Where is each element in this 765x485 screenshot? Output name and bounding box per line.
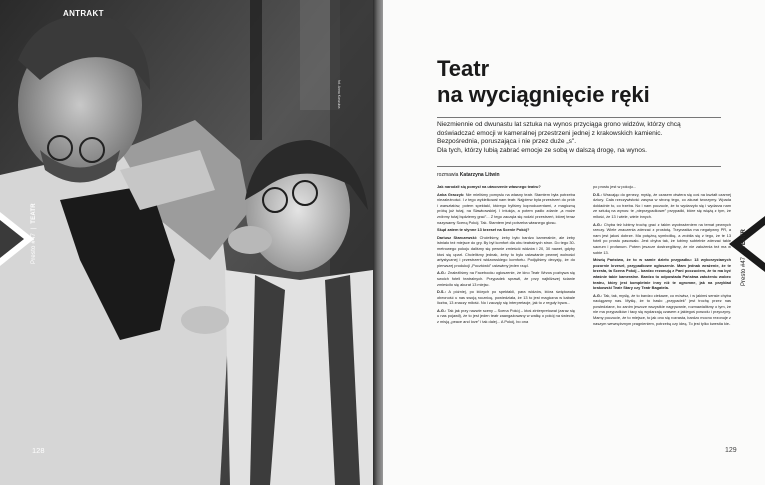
speaker: A.G.: — [593, 292, 603, 298]
interview-question: Jak narodził się pomysł na utworzenie własnego teatru? — [437, 184, 541, 189]
speaker: A.G.: — [437, 270, 447, 276]
answer-text: Znaleźliśmy na Facebooku ogłoszenie, że kino Teatr Wrzos pozbywa się swoich foteli teatralnych. Przypadek sprawił, że przy najbliższej ścianie zmieściło się akurat 13 miejsc. — [437, 270, 575, 287]
interview-answer — [437, 192, 575, 226]
page-number-right: 129 — [725, 447, 737, 454]
continued-text: po prostu jest w pokoju... — [593, 184, 637, 189]
speaker: D.S.: — [437, 289, 446, 295]
lead-line: Bezpośrednia, poruszająca i nie przez duże „s". — [437, 138, 577, 146]
left-page — [0, 0, 373, 485]
speaker: Anka Graczyk: — [437, 191, 465, 197]
answer-text: Tak, tak, myślę, że to bardzo ciekawe, co mówisz, i w jakimś sensie chyba naciągamy nas. Myślę, że to hasło „przypadek" jest trochę przez nas powiedziane, bo zanim jeszcze wszystkie nagrywanie, rozmawialiśmy o tym, że nie ma przypadków i tacy się wydarzają czasem z jakiegoś powodu i przyczyny. Mamy poczucie, że to miejsce, to jak ono się rozrasta, bardzo mocno rezonuje z naszym wewnętrznym pragnieniem, potrzebą czy ideą. To jest tylko kwestia kie- — [593, 292, 732, 326]
photo-credit: fot. Anna Kaszuba — [337, 80, 341, 109]
interview-answer — [437, 308, 575, 325]
page-number-left: 128 — [32, 446, 45, 455]
text-column-2 — [593, 184, 731, 328]
divider — [437, 117, 721, 118]
byline — [437, 172, 500, 178]
section-marker-arrow — [0, 212, 34, 266]
section-marker-text: Presto #47 | TEATR — [741, 229, 747, 286]
section-name: TEATR — [31, 203, 37, 224]
divider — [437, 166, 721, 167]
byline-author: Katarzyna Litwin — [459, 172, 500, 178]
title-line-2: na wyciągnięcie ręki — [437, 82, 650, 107]
theatre-photo — [0, 0, 373, 485]
answer-text: Nie mieliśmy pomysłu na własny teatr. Stamtem była potrzeba niezależności. I z tego wykiełkował nam teatr. Najpierw była przestrzeń do prób i warsztatów, potem spektakl, którego byliśmy koproducentami, z magiczną próbą już tutaj, na Sławkowskiej. I intuicja, a potem padło zdanie „a może zróbmy tutaj będziemy grać"... Z tego zaczęła się rodzić przestrzeń, której teraz nazywamy Sceną Pokój. Tak. Stamtem jest potrzeba własnego głosu. — [437, 191, 575, 225]
section-marker-arrow — [729, 216, 765, 272]
section-label: ANTRAKT — [63, 9, 104, 18]
title-line-1: Teatr — [437, 56, 490, 81]
interview-answer — [437, 289, 575, 306]
interview-answer — [437, 235, 575, 269]
section-marker-text: Presto #47 | TEATR — [31, 203, 37, 264]
lead-line: Niezmiennie od dwunastu lat sztuka na wynos przyciąga grono widzów, którzy chcą — [437, 121, 681, 128]
issue-number: Presto #47 — [741, 256, 747, 286]
right-page — [383, 0, 765, 485]
answer-text: Chyba też lubimy trochę grać z takim wyobrażeniem na temat pewnych rzeczy. Wiele znaczenia zderzać z prostotą. Trzynastka ma negatywny PR, a nam jest jakoś dobrze. Ma potężną symbolikę, a zrobiła się z tego, że te 13 foteli po prostu pasowało. Jest chyba tak, że lubimy subtelnie zderzać takie sacrum i profanum. Potem jeszcze dostrzegliśmy, że nie założenia też ma w sobie 13. — [593, 221, 731, 255]
page-gutter — [373, 0, 383, 485]
answer-text: Wracając do genezy, myślę, że czasem otwiera się coś na kształt czarnej dziury. Cała rzeczywistość zasysa w stronę tego, co akurat tworzymy. Wpada dokładnie to, co trzeba. No i nam poczucie, że to wydarzyło się i wydarza nam ze sztuką na wynos: te „nieprzypadkowe" przypadki, które się wiążą z tym, że miłość, że 13 i wiele, wiele innych. — [593, 191, 731, 219]
interview-question: Mówią Państwo, że to w samie dzieło przypadku: 13 wykorzystanych pozornie krzeseł, przypadkowe ogłoszenie. Mam jednak wrażenie, że te krzesła, ta Scena Pokój – bardzo rezonują z Pani poczuciem, że to ma być właśnie takie kameralne. Bardzo to odpowiada Państwa założeniu wobec teatru, który jest kompletnie inny niż te ogromne, jak na przykład krakowski Teatr Stary czy Teatr Bagatela. — [593, 257, 731, 291]
issue-number: Presto #47 — [31, 232, 37, 264]
answer-text: A później, po których po spektakli, para widzów, która świętowała obecność u nas swoją rocznicę, powiedziała, że 13 to jest magiczna w kabale liczba, 13 znaczy miłość. No i zaczęły się interpretacje, jak to z reguły bywa... — [437, 289, 575, 306]
answer-text: Chcieliśmy, żeby było bardzo kameralnie, ale żeby istniało też miejsce do gry. By był komfort dla obu teatralnych stron. Do tego 30-metrowego pokoju daliśmy się pewnie zmieścić widzów i 20, 30 nawet, gdyby ktoś się uparł. Chcieliśmy jednak, żeby to było ustawianie pewnej wolności artystycznej i przestrzeni widzowskiego komfortu. Podjęliśmy decyzję, że do pierwszej produkcji „Pocztówki" ustawimy jeden rząd. — [437, 234, 575, 268]
article-lead — [437, 121, 737, 155]
article-title — [437, 56, 650, 108]
interview-question: Skąd zatem te słynne 13 krzeseł na Scenie Pokój? — [437, 227, 530, 233]
byline-prefix: rozmawia — [437, 172, 459, 178]
speaker: D.S.: — [593, 191, 602, 197]
interview-answer — [593, 192, 731, 220]
text-column-1 — [437, 184, 575, 327]
speaker: A.G.: — [437, 307, 447, 313]
interview-answer — [593, 293, 731, 327]
interview-answer — [437, 270, 575, 287]
speaker: Dariusz Starczewski: — [437, 234, 478, 240]
interview-answer — [593, 222, 731, 256]
answer-text: Tak jak przy nazwie sceny – Scena Pokój – ktoś zinterpretował (zaraz się u nas pojawił), że to jest jeden teatr zaangażowany w walkę o pokój na świecie, z misją „peace and love" i tak dalej... A Pokój, bo ona — [437, 307, 575, 325]
lead-line: Dla tych, którzy lubią zabrać emocje ze sobą w dalszą drogę, na wynos. — [437, 146, 648, 154]
lead-line: doświadczać emocji w kameralnej przestrzeni jednej z krakowskich kamienic. — [437, 129, 663, 137]
speaker: A.G.: — [593, 221, 603, 227]
section-name: TEATR — [741, 229, 747, 249]
